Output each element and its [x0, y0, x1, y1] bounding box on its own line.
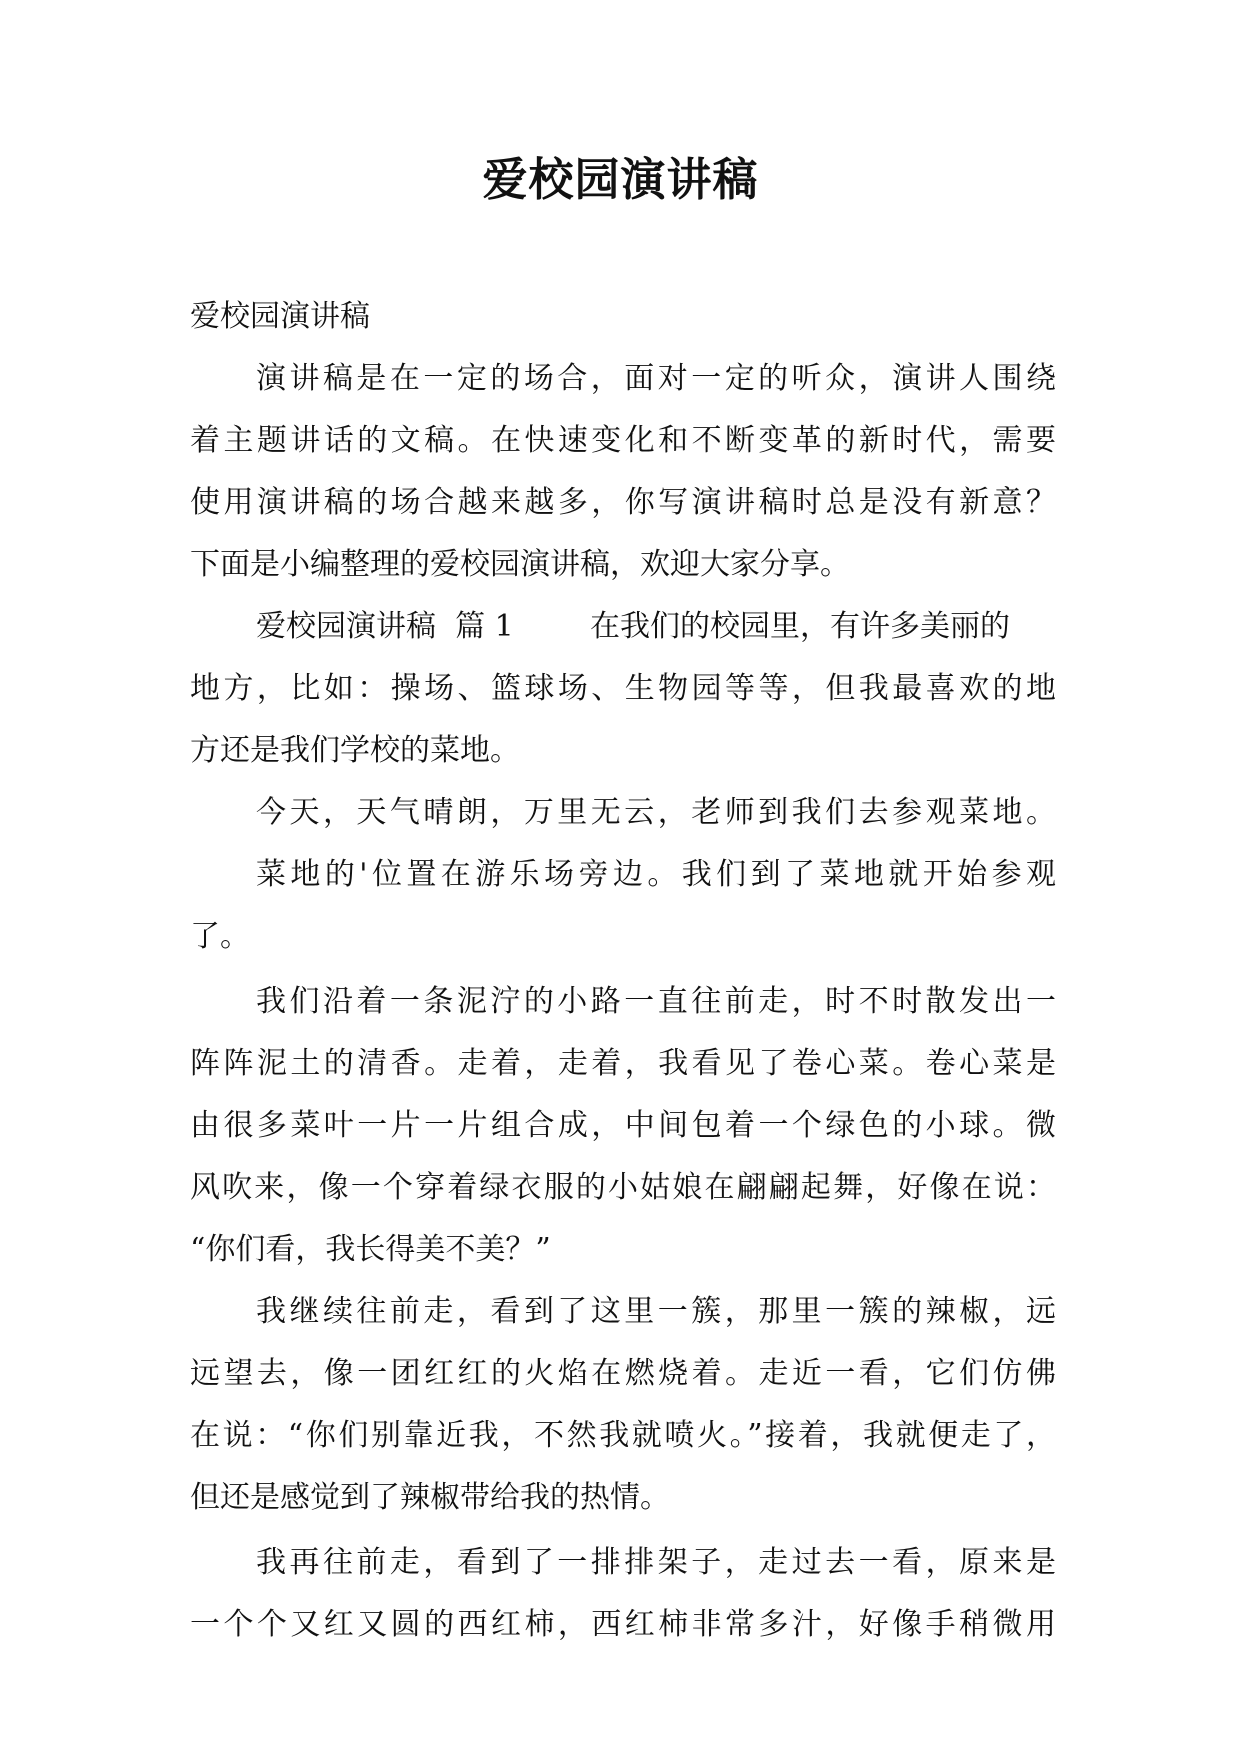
document-body: [190, 286, 1056, 1656]
text-line: 菜地的'位置在游乐场旁边。我们到了菜地就开始参观: [256, 857, 1056, 892]
text-line: 地方，比如：操场、篮球场、生物园等等，但我最喜欢的地: [190, 671, 1056, 706]
section-heading: 爱校园演讲稿: [190, 299, 370, 334]
text-line: 远望去，像一团红红的火焰在燃烧着。走近一看，它们仿佛: [190, 1356, 1056, 1391]
text-line: 我再往前走，看到了一排排架子，走过去一看，原来是: [256, 1545, 1056, 1580]
text-line: 风吹来，像一个穿着绿衣服的小姑娘在翩翩起舞，好像在说：: [190, 1170, 1056, 1205]
text-line: 演讲稿是在一定的场合，面对一定的听众，演讲人围绕: [256, 361, 1056, 396]
text-line: 方还是我们学校的菜地。: [190, 733, 520, 768]
text-line: 但还是感觉到了辣椒带给我的热情。: [190, 1480, 670, 1515]
text-line: 着主题讲话的文稿。在快速变化和不断变革的新时代，需要: [190, 423, 1056, 458]
text-line: “你们看，我长得美不美？”: [190, 1232, 551, 1267]
text-line: 由很多菜叶一片一片组合成，中间包着一个绿色的小球。微: [190, 1108, 1056, 1143]
text-line: 今天，天气晴朗，万里无云，老师到我们去参观菜地。: [256, 795, 1056, 830]
text-line: 了。: [190, 919, 250, 954]
text-line: 阵阵泥土的清香。走着，走着，我看见了卷心菜。卷心菜是: [190, 1046, 1056, 1081]
page-title: 爱校园演讲稿: [482, 153, 759, 206]
text-line: 我们沿着一条泥泞的小路一直往前走，时不时散发出一: [256, 984, 1056, 1019]
text-line: 在说：“你们别靠近我，不然我就喷火。”接着，我就便走了，: [190, 1418, 1056, 1453]
text-line: 使用演讲稿的场合越来越多，你写演讲稿时总是没有新意？: [190, 485, 1056, 520]
text-line: 一个个又红又圆的西红柿，西红柿非常多汁，好像手稍微用: [190, 1607, 1056, 1642]
text-line: 下面是小编整理的爱校园演讲稿，欢迎大家分享。: [190, 547, 850, 582]
text-line: 我继续往前走，看到了这里一簇，那里一簇的辣椒，远: [256, 1294, 1056, 1329]
text-line: 爱校园演讲稿 篇 1 在我们的校园里，有许多美丽的: [256, 609, 1010, 644]
